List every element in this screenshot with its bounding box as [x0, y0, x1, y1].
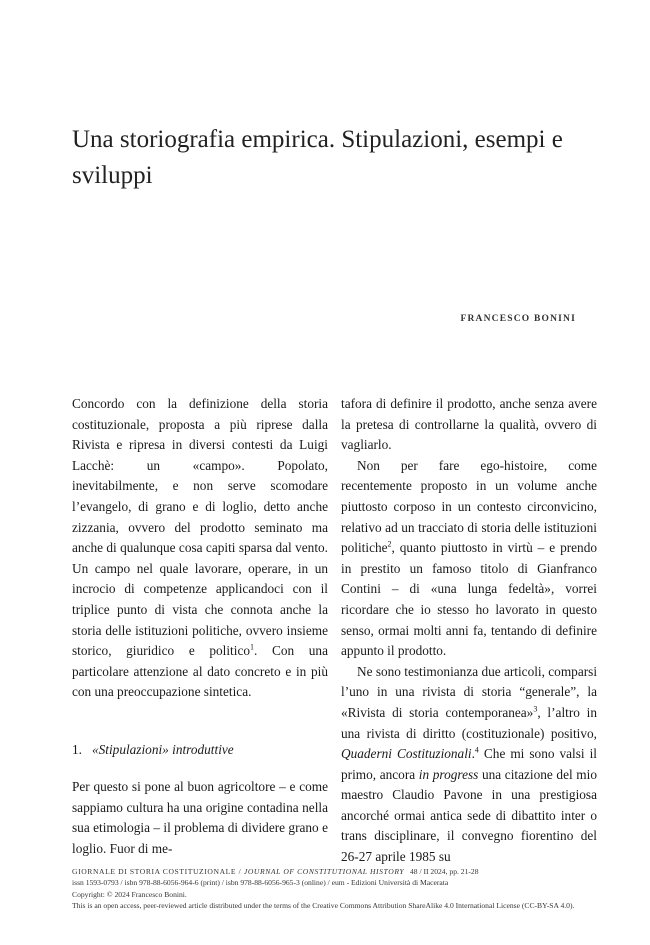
section-title: «Stipulazioni» introduttive: [91, 742, 234, 757]
paragraph-text: Non per fare ego-histoire, come recentemente proposto in un volume anche piuttosto corposo in un contesto circonvicino, relativo ad un tracciato di storia delle istituzioni politiche: [341, 457, 597, 556]
copyright-line: Copyright: © 2024 Francesco Bonini.: [72, 889, 187, 899]
paragraph-text: . Con una particolare attenzione al dato concreto e in più con una preoccupazione sintetica.: [72, 643, 328, 700]
issn-line: issn 1593-0793 / isbn 978-88-6056-964-6 (print) / isbn 978-88-6056-965-3 (online) / eum - Edizioni Università di Macerata: [72, 878, 449, 888]
paragraph: tafora di definire il prodotto, anche senza avere la pretesa di controllarne la qualità, ovvero di vagliarlo.: [341, 396, 597, 453]
paragraph: [341, 456, 597, 662]
journal-name-en: JOURNAL OF CONSTITUTIONAL HISTORY: [243, 867, 405, 876]
article-title: Una storiografia empirica. Stipulazioni, esempi e sviluppi: [72, 126, 563, 189]
paragraph-text: , quanto piuttosto in virtù – e prendo in prestito un famoso titolo di Gianfranco Contini – di «una lunga fedeltà», vorrei ricordare che io stesso ho lavorato in questo senso, ormai molti anni fa, tentando di definire appunto il prodotto.: [341, 540, 597, 659]
right-column: [341, 394, 597, 868]
paragraph-text: , l’altro in una rivista di diritto (costituzionale) positivo,: [341, 704, 598, 741]
section-heading: [72, 740, 328, 760]
left-column: [72, 394, 328, 703]
author-name: FRANCESCO BONINI: [460, 314, 576, 324]
journal-title: Quaderni Costituzionali: [341, 746, 472, 762]
issue-info: 48 / II 2024, pp. 21-28: [409, 867, 479, 876]
paragraph-text: Ne sono testimonianza due articoli, comparsi l’uno in una rivista di storia “generale”, la «Rivista di storia contemporanea»: [341, 663, 598, 720]
paragraph: [72, 394, 328, 703]
journal-name: GIORNALE DI STORIA COSTITUZIONALE /: [72, 867, 244, 876]
paragraph-text: Concordo con la definizione della storia costituzionale, proposta a più riprese dalla Rivista e ripresa in diversi contesti da Luigi Lacchè: un «campo». Popolato, inevitabilmente, e non serve scomodare l’evangelo, di grano e di loglio, detto anche zizzania, ovvero del prodotto seminato ma anche di qualunque cosa capiti sparsa dal vento. Un campo nel quale lavorare, operare, in un incrocio di competenze applicandoci con il triplice punto di vista che connota anche la storia delle istituzioni politiche, ovvero insieme storico, giuridico e politico: [72, 396, 328, 659]
paragraph: [341, 662, 597, 868]
paragraph-text: Che mi sono valsi il primo, ancora: [341, 746, 597, 782]
italic-phrase: in progress: [418, 766, 479, 782]
paragraph-text: una citazione del mio maestro Claudio Pavone in una prestigiosa ancorché ormai antica sede di dibattito inter o trans disciplinare, il convegno fiorentino del 26-27 aprile 1985 su: [341, 766, 597, 865]
page-footer: [72, 866, 592, 911]
license-line: This is an open access, peer-reviewed article distributed under the terms of the Creative Commons Attribution ShareAlike 4.0 International License (CC-BY-SA 4.0).: [72, 900, 575, 910]
footnote-ref[interactable]: 3: [533, 704, 538, 714]
footnote-ref[interactable]: 4: [474, 745, 479, 755]
footnote-ref[interactable]: 1: [250, 642, 254, 652]
paragraph-text: .: [471, 746, 475, 762]
footnote-ref[interactable]: 2: [387, 539, 392, 549]
paragraph: Per questo si pone al buon agricoltore – e come sappiamo cultura ha una origine contadina nella sua etimologia – il problema di dividere grano e loglio. Fuor di me-: [72, 779, 328, 856]
journal-line: [72, 866, 592, 877]
section-body: [72, 777, 328, 859]
section-number: 1.: [72, 742, 82, 757]
